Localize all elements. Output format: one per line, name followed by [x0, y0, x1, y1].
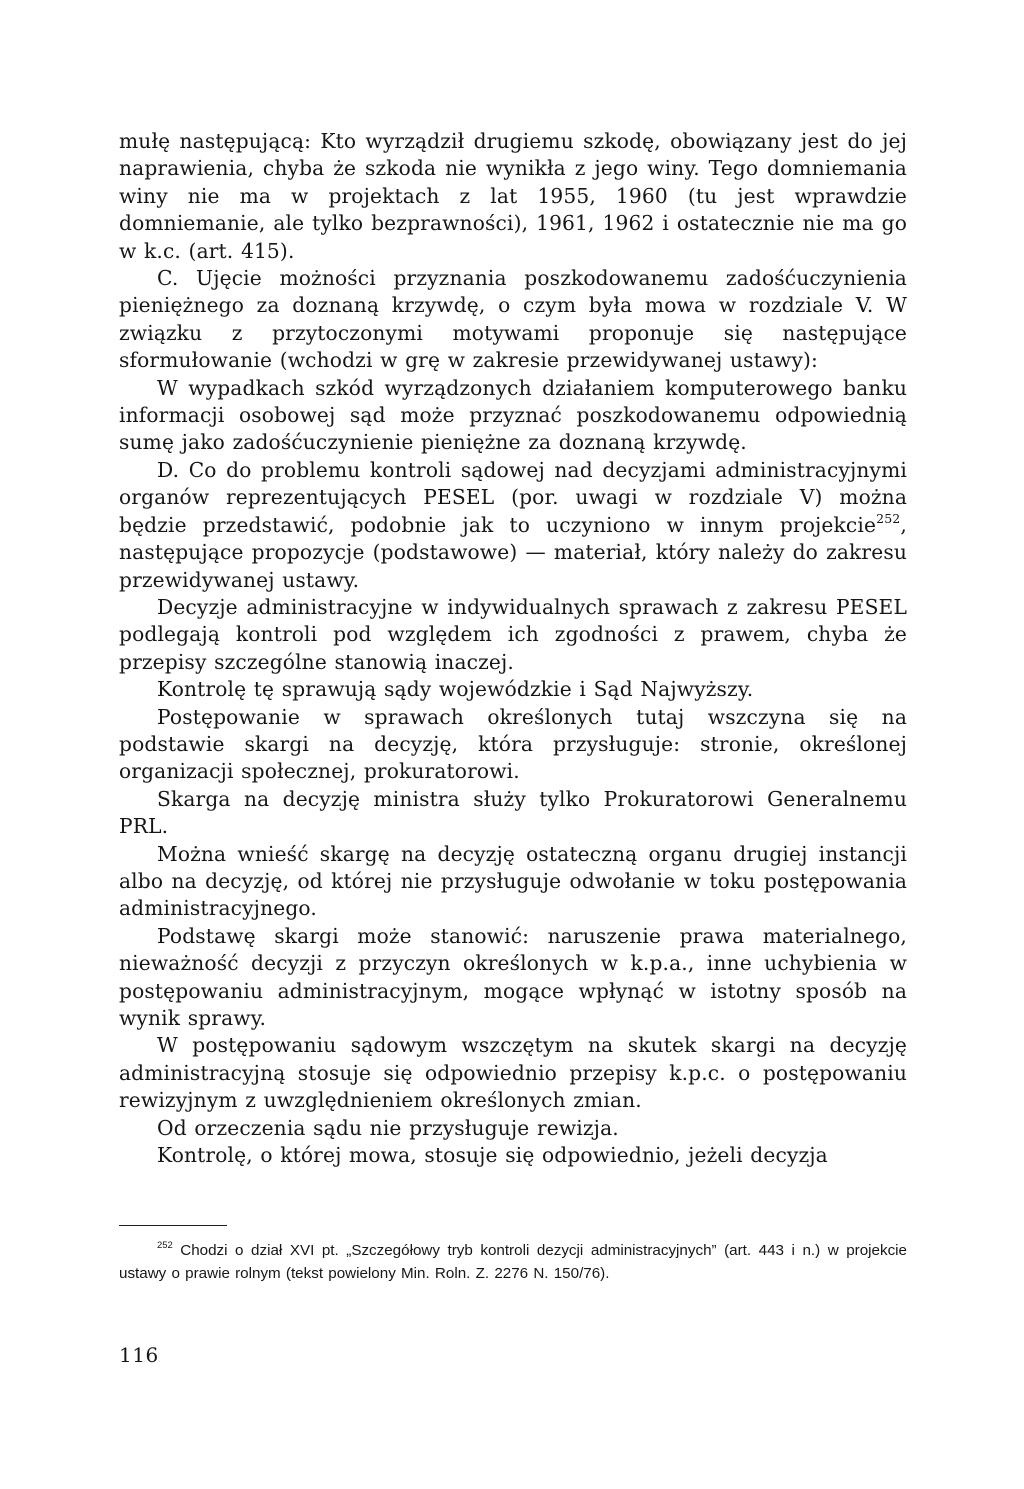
footnote-number: 252 — [157, 1239, 173, 1251]
paragraph-minister-complaint: Skarga na decyzję ministra służy tylko Prokuratorowi Generalnemu PRL. — [119, 786, 907, 839]
paragraph-d-text-end: , następujące propozycje (podstawowe) — materiał, który należy do zakresu przewidywanej ustawy. — [119, 512, 907, 592]
paragraph-final-decision: Można wnieść skargę na decyzję ostateczną organu drugiej instancji albo na decyzję, od której nie przysługuje odwołanie w toku postępowania administracyjnego. — [119, 841, 907, 921]
footnotes — [119, 1240, 907, 1285]
footnote-text: Chodzi o dział XVI pt. „Szczegółowy tryb kontroli dezycji administracyjnych” (art. 443 i n.) w projekcie ustawy o prawie rolnym (tekst powielony Min. Roln. Z. 2276 N. 150/76). — [119, 1242, 907, 1282]
paragraph-continuation: mułę następującą: Kto wyrządził drugiemu szkodę, obowiązany jest do jej naprawienia, chyba że szkoda nie wynikła z jego winy. Tego domniemania winy nie ma w projektach z lat 1955, 1960 (tu jest wprawdzie domniemanie, ale tylko bezprawności), 1961, 1962 i ostatecznie nie ma go w k.c. (art. 415). — [119, 129, 907, 263]
paragraph-d-text: D. Co do problemu kontroli sądowej nad decyzjami administracyjnymi organów reprezentujących PESEL (por. uwagi w rozdziale V) można będzie przedstawić, podobnie jak to uczyniono w innym projekcie — [119, 457, 907, 537]
main-text — [119, 128, 907, 1169]
paragraph-grounds: Podstawę skargi może stanowić: naruszenie prawa materialnego, nieważność decyzji z przyczyn określonych w k.p.a., inne uchybienia w postępowaniu administracyjnym, mogące wpłynąć w istotny sposób na wynik sprawy. — [119, 923, 907, 1030]
footnote-reference: 252 — [876, 510, 901, 526]
paragraph-decisions: Decyzje administracyjne w indywidualnych sprawach z zakresu PESEL podlegają kontroli pod względem ich zgodności z prawem, chyba że przepisy szczególne stanowią inaczej. — [119, 594, 907, 674]
paragraph-proceedings: Postępowanie w sprawach określonych tutaj wszczyna się na podstawie skargi na decyzję, która przysługuje: stronie, określonej organizacji społecznej, prokuratorowi. — [119, 704, 907, 784]
paragraph-proposed-wording: W wypadkach szkód wyrządzonych działaniem komputerowego banku informacji osobowej sąd może przyznać poszkodowanemu odpowiednią sumę jako zadośćuczynienie pieniężne za doznaną krzywdę. — [119, 375, 907, 455]
paragraph-court-procedure: W postępowaniu sądowym wszczętym na skutek skargi na decyzję administracyjną stosuje się odpowiednio przepisy k.p.c. o postępowaniu rewizyjnym z uwzględnieniem określonych zmian. — [119, 1033, 907, 1113]
footnote-separator — [119, 1225, 227, 1226]
footnote-252 — [119, 1240, 907, 1285]
paragraph-courts: Kontrolę tę sprawują sądy wojewódzkie i Sąd Najwyższy. — [157, 677, 754, 702]
paragraph-d — [119, 457, 907, 594]
paragraph-control: Kontrolę, o której mowa, stosuje się odpowiednio, jeżeli decyzja — [157, 1143, 828, 1168]
page-number: 116 — [119, 1343, 159, 1367]
paragraph-no-appeal: Od orzeczenia sądu nie przysługuje rewizja. — [157, 1115, 619, 1140]
paragraph-c: C. Ujęcie możności przyznania poszkodowanemu zadośćuczynienia pieniężnego za doznaną krzywdę, o czym była mowa w rozdziale V. W związku z przytoczonymi motywami proponuje się następujące sformułowanie (wchodzi w grę w zakresie przewidywanej ustawy): — [119, 266, 907, 373]
